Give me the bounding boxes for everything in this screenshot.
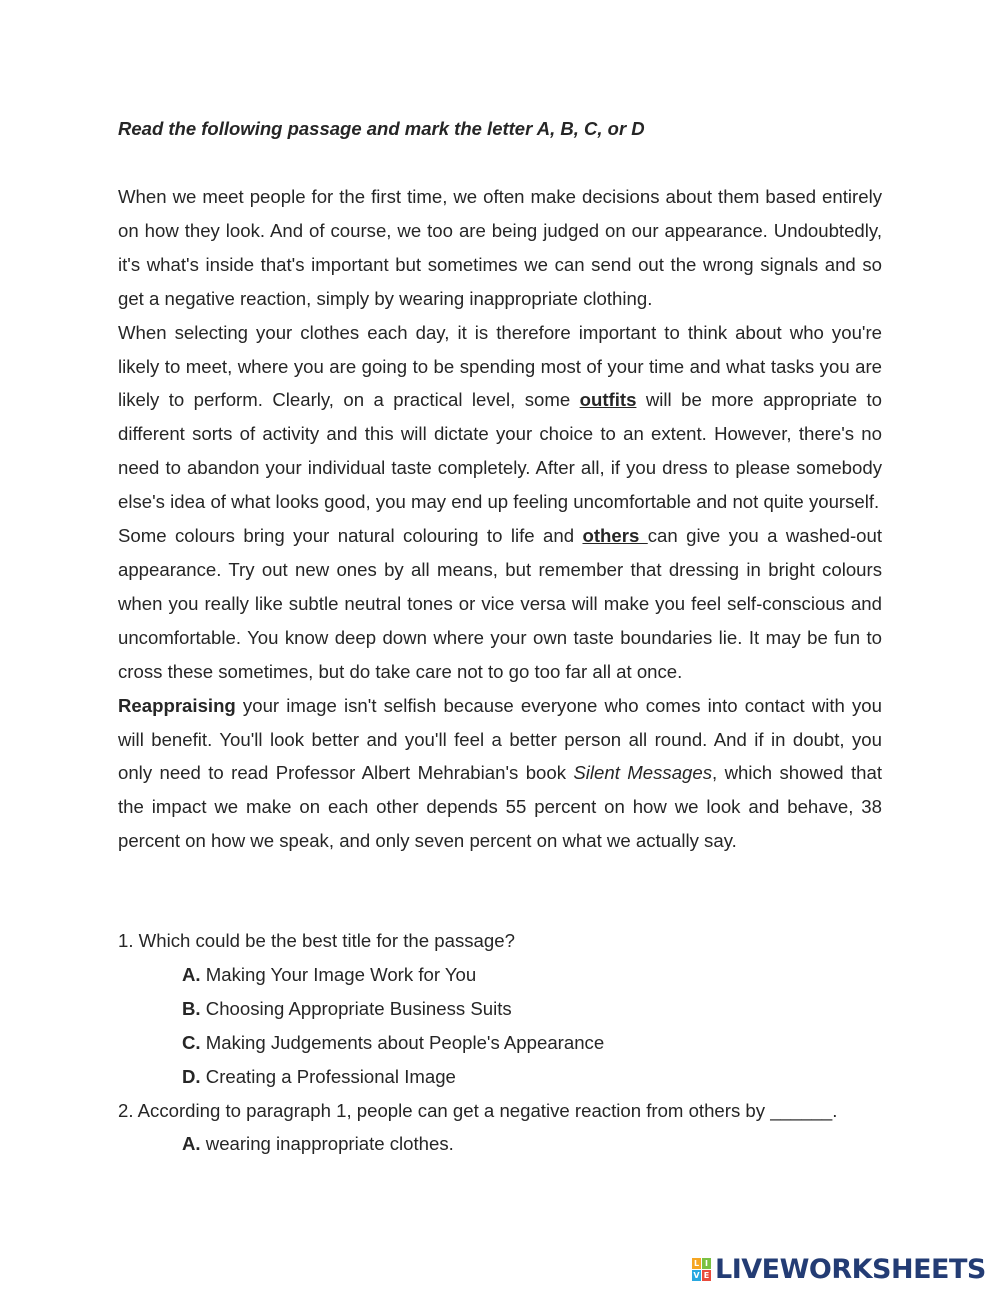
question-list <box>118 924 898 1161</box>
option-1a[interactable]: A. Making Your Image Work for You <box>182 963 477 985</box>
option-1b[interactable]: B. Choosing Appropriate Business Suits <box>182 997 512 1019</box>
reading-passage <box>118 180 882 858</box>
option-1c[interactable]: C. Making Judgements about People's Appearance <box>182 1031 605 1053</box>
book-title: Silent Messages <box>573 762 713 784</box>
instruction-heading: Read the following passage and mark the letter A, B, C, or D <box>118 118 645 139</box>
logo-text: LIVEWORKSHEETS <box>715 1253 986 1285</box>
paragraph-4: Reappraising your image isn't selfish because everyone who comes into contact with you will benefit. You'll look better and you'll feel a better person all round. And if in doubt, you only need to read Professor Albert Mehrabian's book Silent Messages, which showed that the impact we make on each other depends 55 percent on how we look and behave, 38 percent on how we speak, and only seven percent on what we actually say. <box>118 694 882 852</box>
question-2: 2. According to paragraph 1, people can get a negative reaction from others by ______. <box>118 1099 838 1121</box>
paragraph-3: Some colours bring your natural colouring to life and others can give you a washed-out appearance. Try out new ones by all means, but remember that dressing in bright colours when you really like subtle neutral tones or vice versa will make you feel self-conscious and uncomfortable. You know deep down where your own taste boundaries lie. It may be fun to cross these sometimes, but do take care not to go too far all at once. <box>118 525 882 682</box>
logo-mark-v: V <box>693 1270 700 1280</box>
logo-mark-e: E <box>703 1270 710 1280</box>
option-1d[interactable]: D. Creating a Professional Image <box>182 1065 456 1087</box>
logo-mark-l: L <box>693 1258 700 1268</box>
question-1: 1. Which could be the best title for the passage? <box>118 930 515 951</box>
logo-mark-i: I <box>702 1258 711 1269</box>
keyword-outfits: outfits <box>579 389 637 411</box>
keyword-others: others <box>582 525 648 547</box>
logo-mark-icon <box>692 1258 711 1281</box>
paragraph-2: When selecting your clothes each day, it is therefore important to think about who you're likely to meet, where you are going to be spending most of your time and what tasks you are likely to perform. Clearly, on a practical level, some outfits will be more appropriate to different sorts of activity and this will dictate your choice to an extent. However, there's no need to abandon your individual taste completely. After all, if you dress to please somebody else's idea of what looks good, you may end up feeling uncomfortable and not quite yourself. <box>118 321 882 513</box>
keyword-reappraising: Reappraising <box>118 694 236 716</box>
paragraph-1: When we meet people for the first time, we often make decisions about them based entirely on how they look. And of course, we too are being judged on our appearance. Undoubtedly, it's what's inside that's important but sometimes we can send out the wrong signals and so get a negative reaction, simply by wearing inappropriate clothing. <box>118 186 882 309</box>
option-2a[interactable]: A. wearing inappropriate clothes. <box>182 1133 454 1155</box>
liveworksheets-logo <box>692 1253 986 1285</box>
